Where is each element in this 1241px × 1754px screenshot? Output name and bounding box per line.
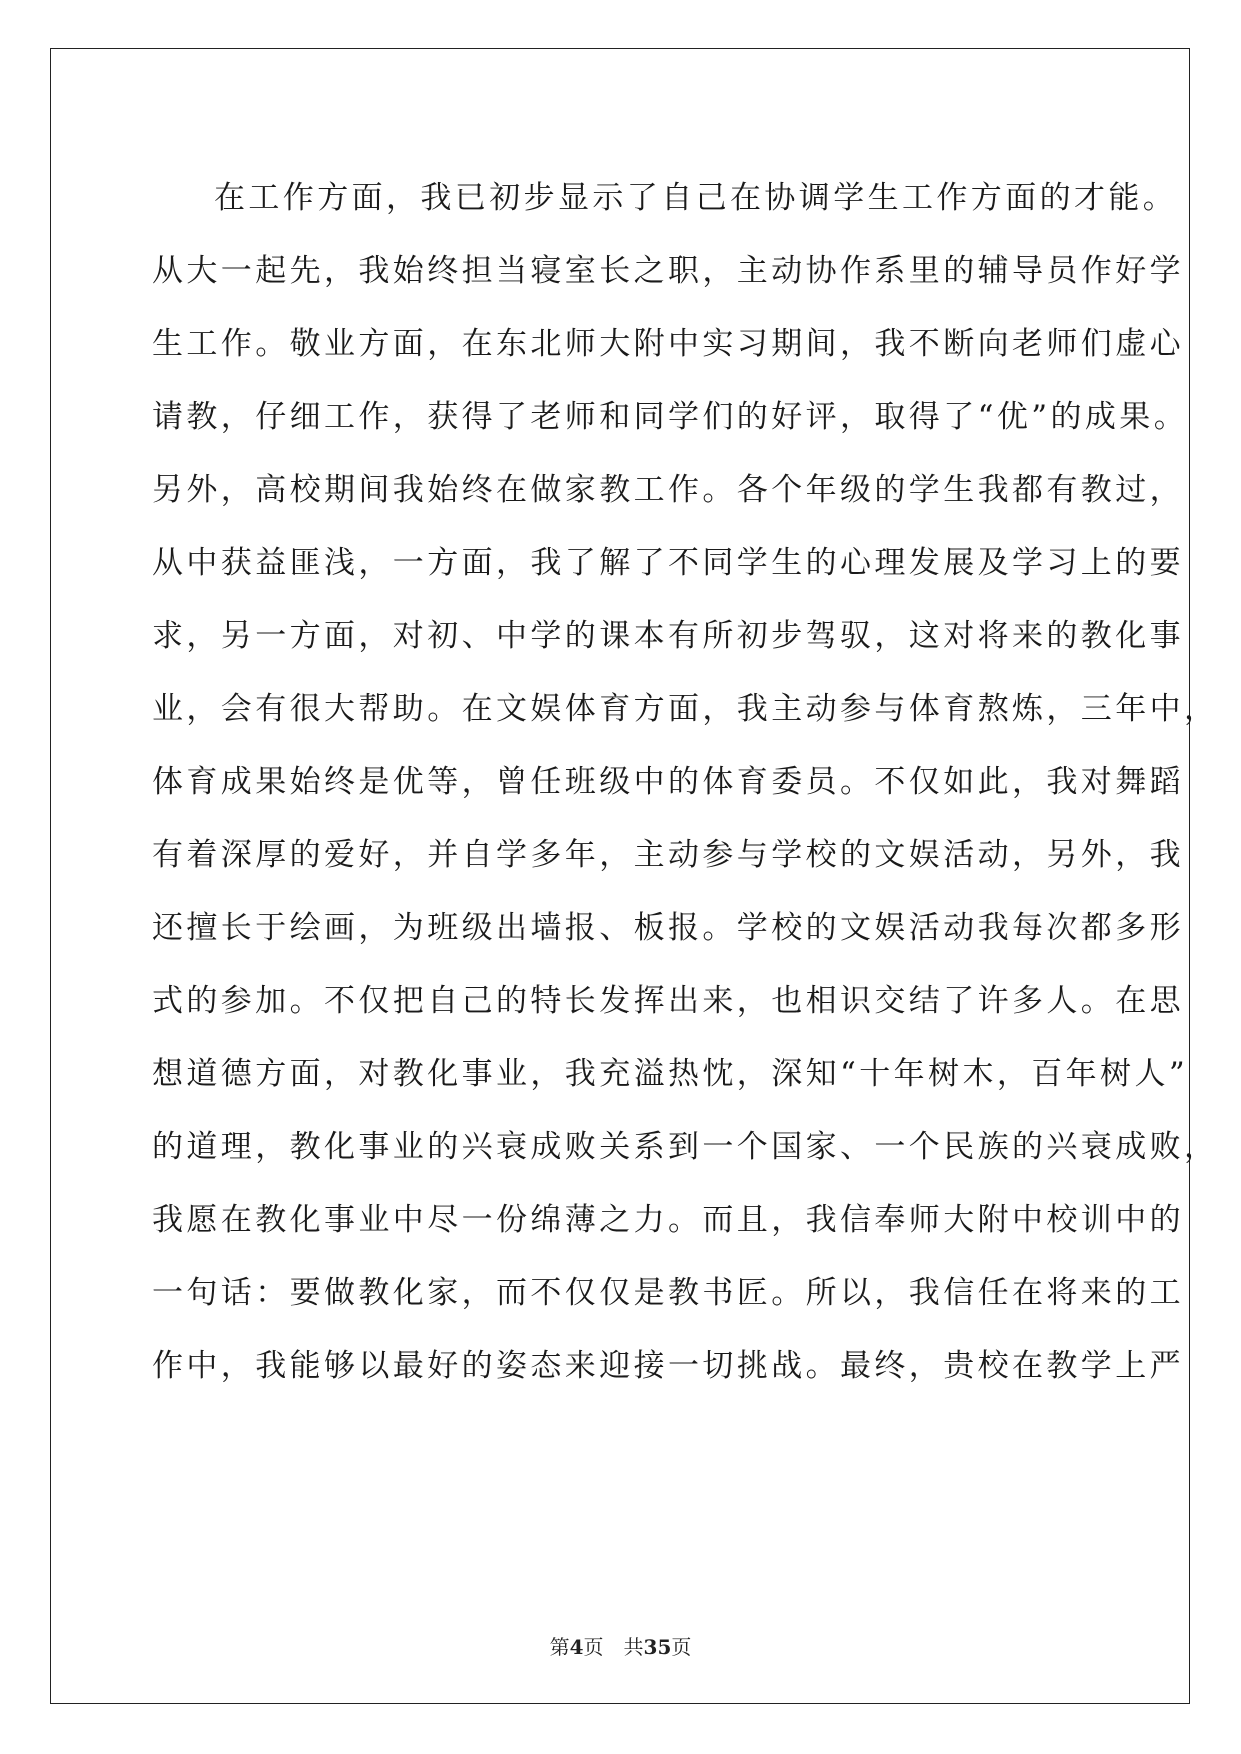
total-suffix: 页 [671,1635,692,1659]
text-line: 有着深厚的爱好，并自学多年，主动参与学校的文娱活动，另外，我 [152,837,1184,873]
text-line: 请教，仔细工作，获得了老师和同学们的好评，取得了“优”的成果。 [152,399,1189,435]
text-line: 想道德方面，对教化事业，我充溢热忱，深知“十年树木，百年树人” [152,1056,1189,1092]
current-page: 4 [569,1635,584,1659]
text-line: 还擅长于绘画，为班级出墙报、板报。学校的文娱活动我每次都多形 [152,910,1184,946]
text-line: 我愿在教化事业中尽一份绵薄之力。而且，我信奉师大附中校训中的 [152,1202,1184,1238]
text-line: 体育成果始终是优等，曾任班级中的体育委员。不仅如此，我对舞蹈 [152,764,1184,800]
text-line: 的道理，教化事业的兴衰成败关系到一个国家、一个民族的兴衰成败， [152,1129,1219,1165]
text-line: 式的参加。不仅把自己的特长发挥出来，也相识交结了许多人。在思 [152,983,1184,1019]
text-line: 另外，高校期间我始终在做家教工作。各个年级的学生我都有教过， [152,472,1184,508]
total-pages: 35 [643,1635,672,1659]
text-line: 作中，我能够以最好的姿态来迎接一切挑战。最终，贵校在教学上严 [152,1348,1184,1384]
page-prefix: 第 [549,1635,570,1659]
text-line: 从中获益匪浅，一方面，我了解了不同学生的心理发展及学习上的要 [152,545,1184,581]
text-line: 在工作方面，我已初步显示了自己在协调学生工作方面的才能。 [214,180,1178,216]
page-suffix: 页 [583,1635,604,1659]
total-prefix: 共 [623,1635,644,1659]
page-number [0,1631,1241,1660]
text-line: 一句话：要做教化家，而不仅仅是教书匠。所以，我信任在将来的工 [152,1275,1184,1311]
text-line: 从大一起先，我始终担当寝室长之职，主动协作系里的辅导员作好学 [152,253,1184,289]
text-line: 生工作。敬业方面，在东北师大附中实习期间，我不断向老师们虚心 [152,326,1184,362]
text-line: 求，另一方面，对初、中学的课本有所初步驾驭，这对将来的教化事 [152,618,1184,654]
text-line: 业，会有很大帮助。在文娱体育方面，我主动参与体育熬炼，三年中， [152,691,1219,727]
